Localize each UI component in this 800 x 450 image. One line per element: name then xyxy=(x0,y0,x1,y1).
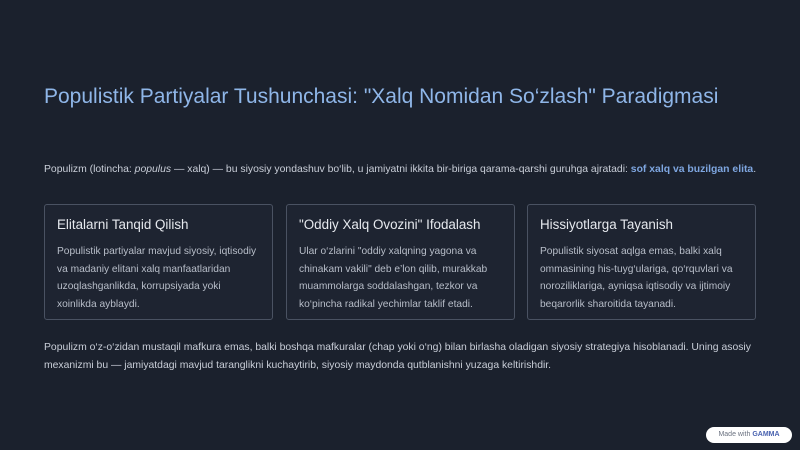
card-heading: Hissiyotlarga Tayanish xyxy=(540,217,673,232)
intro-term: populus xyxy=(134,164,172,175)
slide-title: Populistik Partiyalar Tushunchasi: "Xalq Nomidan So‘zlash" Paradigmasi xyxy=(44,85,719,108)
badge-prefix: Made with xyxy=(718,431,753,438)
intro-paragraph xyxy=(44,162,759,177)
intro-text-1: Populizm (lotincha: xyxy=(44,164,135,175)
card-emotions xyxy=(527,204,756,320)
card-elite-criticism xyxy=(44,204,273,320)
card-row xyxy=(44,204,757,322)
made-with-gamma-badge[interactable] xyxy=(706,427,792,443)
gamma-logo: GAMMA xyxy=(752,431,780,438)
card-heading: Elitalarni Tanqid Qilish xyxy=(57,217,189,232)
intro-text-3: . xyxy=(753,164,757,175)
card-body: Populistik partiyalar mavjud siyosiy, iqtisodiy va madaniy elitani xalq manfaatlaridan uzoqlashganlikda, korrupsiyada yoki xoinlikda ayblaydi. xyxy=(57,246,257,310)
card-common-people-voice xyxy=(286,204,515,320)
intro-highlight: sof xalq va buzilgan elita xyxy=(630,164,754,175)
card-heading: "Oddiy Xalq Ovozini" Ifodalash xyxy=(299,217,481,232)
card-body: Ular o‘zlarini "oddiy xalqning yagona va chinakam vakili" deb e’lon qilib, murakkab muammolarga soddalashgan, tezkor va ko‘pincha radikal yechimlar taklif etadi. xyxy=(299,246,488,310)
intro-text-2: — xalq) — bu siyosiy yondashuv bo‘lib, u jamiyatni ikkita bir-biriga qarama-qarshi guruhga ajratadi: xyxy=(171,164,631,175)
card-body: Populistik siyosat aqlga emas, balki xalq ommasining his-tuyg‘ulariga, qo‘rquvlari va noroziliklariga, ayniqsa iqtisodiy va ijtimoiy beqarorlik sharoitida tayanadi. xyxy=(540,246,733,310)
outro-paragraph: Populizm o‘z-o‘zidan mustaqil mafkura emas, balki boshqa mafkuralar (chap yoki o‘ng) bilan birlasha oladigan siyosiy strategiya hisoblanadi. Uning asosiy mexanizmi bu — jamiyatdagi mavjud taranglikni kuchaytirib, siyosiy maydonda qutblanishni yuzaga keltirishdir. xyxy=(44,342,751,371)
